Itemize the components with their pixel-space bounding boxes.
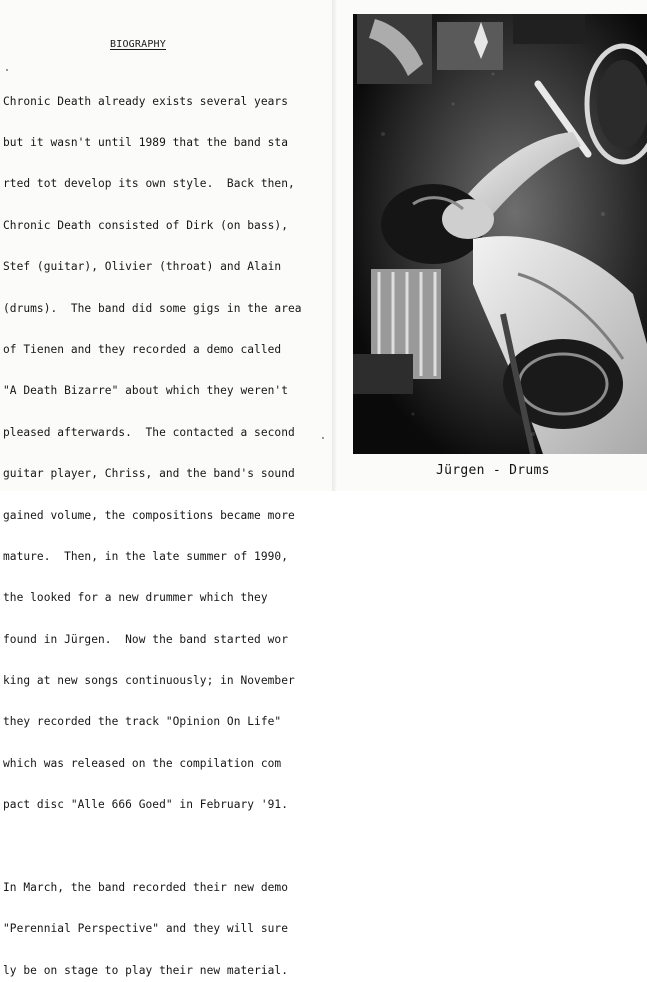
bio-line: "Perennial Perspective" and they will sure [3,922,288,936]
page-title: BIOGRAPHY [110,39,166,50]
bio-line: ly be on stage to play their new material. [3,963,288,977]
page-fold [332,0,338,491]
photo-caption: Jürgen - Drums [436,463,550,478]
bio-line: rted tot develop its own style. Back then, [3,177,295,191]
bio-line: Chronic Death consisted of Dirk (on bass), [3,218,288,232]
bio-line: but it wasn't until 1989 that the band sta [3,135,288,149]
bio-line: of Tienen and they recorded a demo called [3,342,282,356]
bio-line: mature. Then, in the late summer of 1990, [3,549,288,563]
biography-text [3,67,328,982]
bio-line: "A Death Bizarre" about which they weren't [3,384,288,398]
drummer-photo [353,14,647,454]
bio-line: guitar player, Chriss, and the band's sound [3,467,295,481]
paper-speck [322,437,324,439]
bio-line: found in Jürgen. Now the band started wor [3,632,288,646]
drummer-photo-art [353,14,647,454]
bio-line: Chronic Death already exists several years [3,94,288,108]
bio-line: Stef (guitar), Olivier (throat) and Alain [3,260,282,274]
bio-line: which was released on the compilation com [3,756,282,770]
bio-line: they recorded the track "Opinion On Life" [3,715,282,729]
bio-line: king at new songs continuously; in November [3,674,295,688]
bio-line: the looked for a new drummer which they [3,591,268,605]
bio-line: In March, the band recorded their new demo [3,881,288,895]
paragraph-gap [3,840,328,854]
bio-line: gained volume, the compositions became more [3,508,295,522]
paper-speck [6,69,8,71]
bio-line: (drums). The band did some gigs in the area [3,301,302,315]
bio-line: pact disc "Alle 666 Goed" in February '91. [3,798,288,812]
bio-line: pleased afterwards. The contacted a second [3,425,295,439]
